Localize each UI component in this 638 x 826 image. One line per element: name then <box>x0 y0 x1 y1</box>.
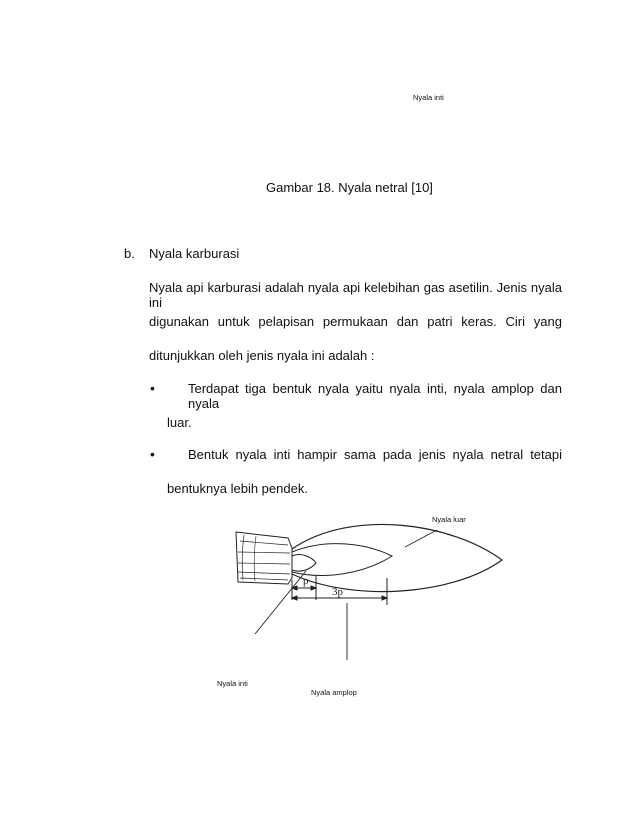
bullet-symbol-1: • <box>150 380 155 396</box>
label-nyala-amplop: Nyala amplop <box>311 688 357 697</box>
inner-cone-shape <box>292 555 316 572</box>
label-nyala-luar: Nyala luar <box>432 515 466 524</box>
paragraph-line-3: ditunjukkan oleh jenis nyala ini adalah : <box>149 348 375 363</box>
bullet-symbol-2: • <box>150 446 155 462</box>
outer-flame-shape <box>292 524 502 591</box>
leader-line-nyala-luar <box>405 530 437 547</box>
label-nyala-inti: Nyala inti <box>217 679 248 688</box>
paragraph-line-1: Nyala api karburasi adalah nyala api kelebihan gas asetilin. Jenis nyala ini <box>149 280 562 310</box>
paragraph-line-2: digunakan untuk pelapisan permukaan dan patri keras. Ciri yang <box>149 314 562 329</box>
bullet-2-line-2: bentuknya lebih pendek. <box>167 481 308 496</box>
bullet-2-line-1: Bentuk nyala inti hampir sama pada jenis nyala netral tetapi <box>188 447 562 462</box>
leader-line-nyala-inti <box>255 571 306 634</box>
dim-label-p: p <box>303 575 309 587</box>
dim-label-3p: 3p <box>332 586 343 598</box>
section-heading: Nyala karburasi <box>149 246 240 261</box>
torch-tip-icon <box>236 532 292 584</box>
section-marker: b. <box>124 246 135 261</box>
top-label-nyala-inti: Nyala inti <box>413 93 444 102</box>
bullet-1-line-2: luar. <box>167 415 192 430</box>
bullet-1-line-1: Terdapat tiga bentuk nyala yaitu nyala inti, nyala amplop dan nyala <box>188 381 562 411</box>
figure-caption: Gambar 18. Nyala netral [10] <box>266 180 433 195</box>
envelope-flame-shape <box>292 544 392 576</box>
